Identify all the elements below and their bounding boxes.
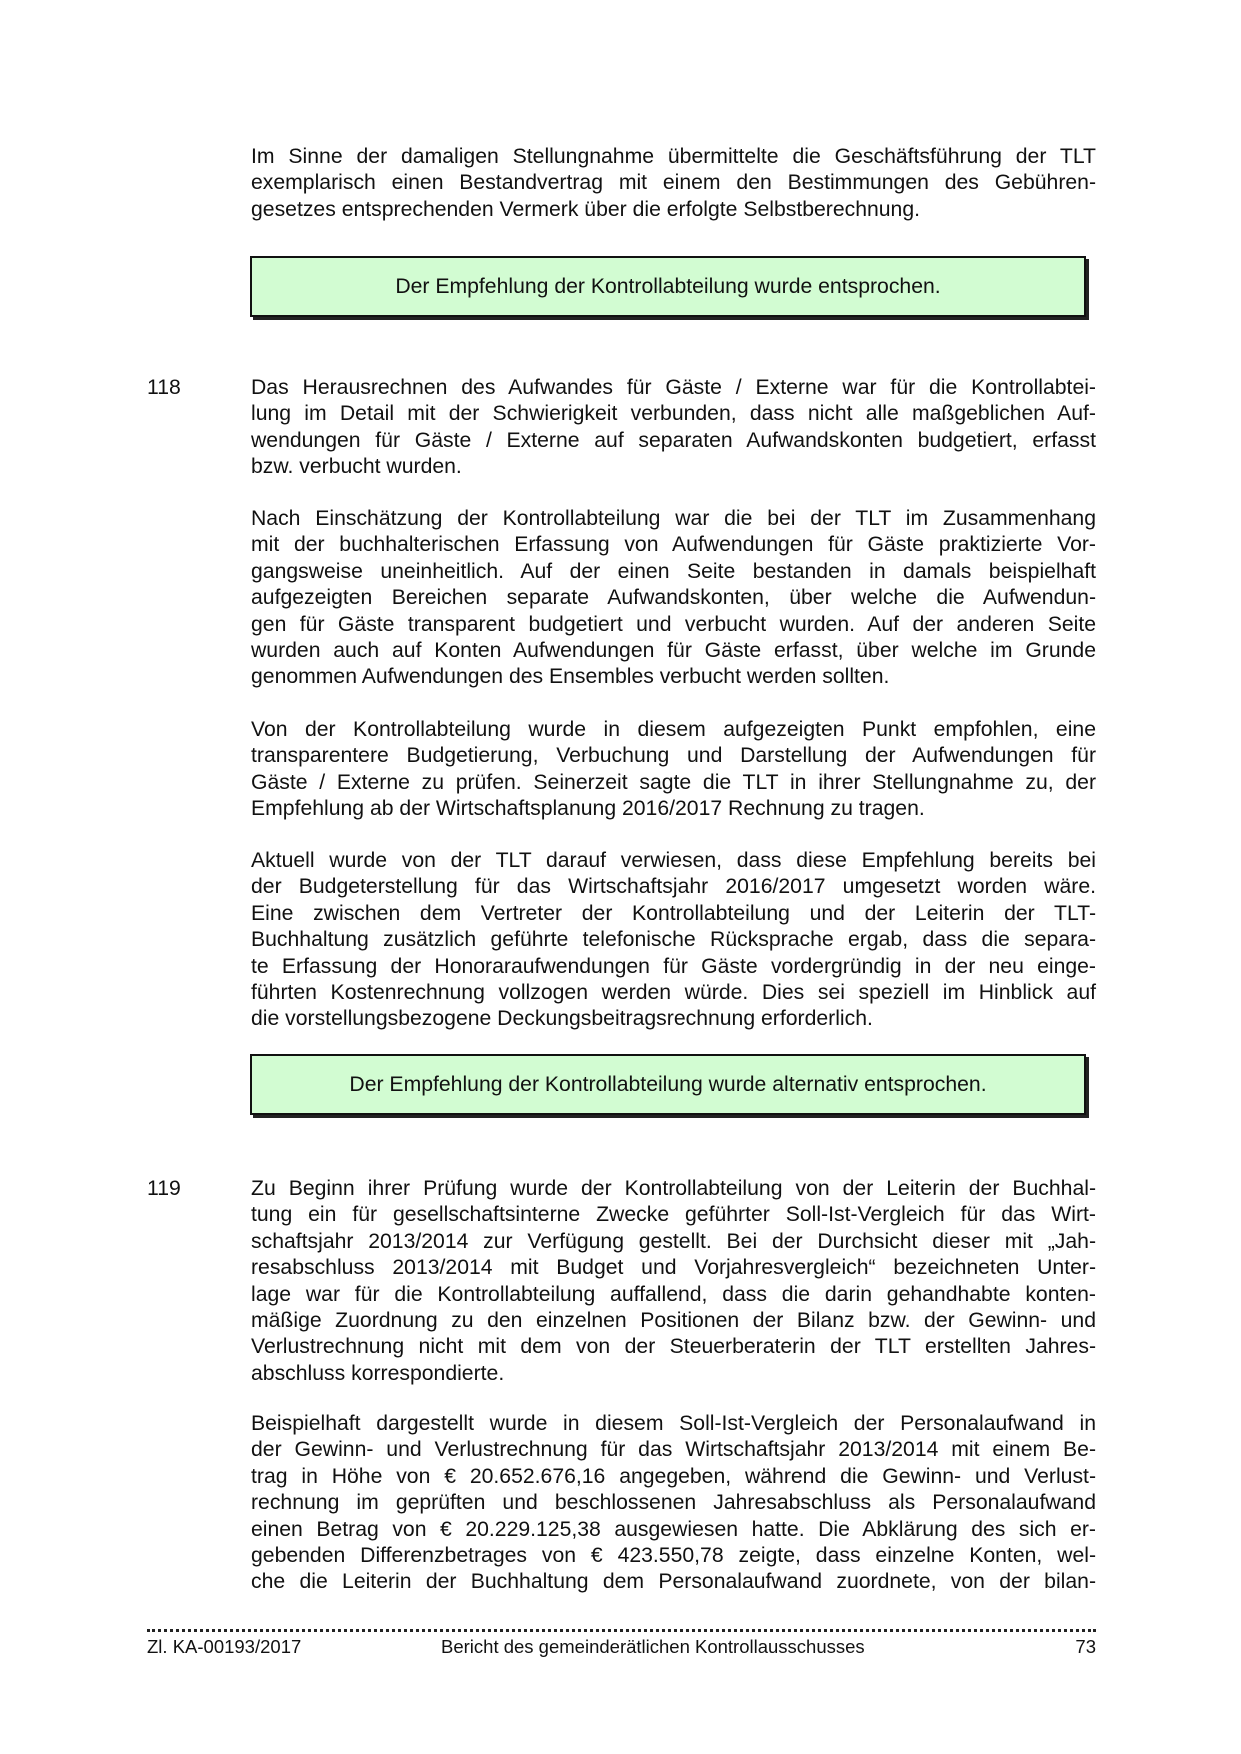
text-line: gebenden Differenzbetrages von € 423.550,78 zeigte, dass einzelne Konten, wel-: [251, 1544, 1096, 1568]
text-line: gen für Gäste transparent budgetiert und verbucht wurden. Auf der anderen Seite: [251, 612, 1096, 636]
text-line: einen Betrag von € 20.229.125,38 ausgewiesen hatte. Die Abklärung des sich er-: [251, 1517, 1096, 1541]
paragraph-119-1: [251, 1176, 1096, 1387]
text-line: die vorstellungsbezogene Deckungsbeitragsrechnung erforderlich.: [251, 1007, 873, 1031]
paragraph-118-2: [251, 506, 1096, 691]
text-line: der Budgeterstellung für das Wirtschaftsjahr 2016/2017 umgesetzt worden wäre.: [251, 875, 1096, 899]
text-line: gangsweise uneinheitlich. Auf der einen Seite bestanden in damals beispielhaft: [251, 559, 1096, 583]
text-line: transparentere Budgetierung, Verbuchung und Darstellung der Aufwendungen für: [251, 744, 1096, 768]
paragraph-118-3: [251, 717, 1096, 823]
text-line: Nach Einschätzung der Kontrollabteilung war die bei der TLT im Zusammenhang: [251, 507, 1096, 530]
text-line: lung im Detail mit der Schwierigkeit verbunden, dass nicht alle maßgeblichen Auf-: [251, 402, 1096, 426]
text-line: abschluss korrespondierte.: [251, 1361, 505, 1385]
paragraph-intro: [251, 144, 1096, 223]
text-line: lage war für die Kontrollabteilung auffallend, dass die darin gehandhabte konten-: [251, 1282, 1096, 1306]
finding-status-text: Der Empfehlung der Kontrollabteilung wurde alternativ entsprochen.: [349, 1072, 987, 1096]
text-line: Eine zwischen dem Vertreter der Kontrollabteilung und der Leiterin der TLT-: [251, 901, 1096, 925]
text-line: wurden auch auf Konten Aufwendungen für Gäste erfasst, über welche im Grunde: [251, 639, 1096, 663]
text-line: schaftsjahr 2013/2014 zur Verfügung gestellt. Bei der Durchsicht dieser mit „Jah-: [251, 1229, 1096, 1253]
footer-page-number: 73: [1075, 1636, 1096, 1657]
finding-status-text: Der Empfehlung der Kontrollabteilung wurde entsprochen.: [395, 274, 941, 298]
text-line: gesetzes entsprechenden Vermerk über die erfolgte Selbstberechnung.: [251, 197, 921, 221]
text-line: Zu Beginn ihrer Prüfung wurde der Kontrollabteilung von der Leiterin der Buchhal-: [251, 1177, 1096, 1200]
text-line: Empfehlung ab der Wirtschaftsplanung 2016/2017 Rechnung zu tragen.: [251, 797, 925, 821]
footer-report-title: Bericht des gemeinderätlichen Kontrollausschusses: [441, 1636, 865, 1657]
text-line: trag in Höhe von € 20.652.676,16 angegeben, während die Gewinn- und Verlust-: [251, 1464, 1096, 1488]
finding-status-box-alternative: [250, 1054, 1086, 1115]
text-line: resabschluss 2013/2014 mit Budget und Vorjahresvergleich“ bezeichneten Unter-: [251, 1256, 1096, 1280]
footer-dotted-rule: [147, 1629, 1096, 1632]
text-line: wendungen für Gäste / Externe auf separaten Aufwandskonten budgetiert, erfasst: [251, 428, 1096, 452]
finding-status-box: [250, 256, 1086, 317]
text-line: Das Herausrechnen des Aufwandes für Gäste / Externe war für die Kontrollabtei-: [251, 376, 1096, 399]
paragraph-119-2: [251, 1411, 1096, 1596]
section-number-119: 119: [147, 1177, 181, 1200]
text-line: Im Sinne der damaligen Stellungnahme übermittelte die Geschäftsführung der TLT: [251, 145, 1096, 168]
text-line: genommen Aufwendungen des Ensembles verbucht werden sollten.: [251, 665, 890, 689]
text-line: Aktuell wurde von der TLT darauf verwiesen, dass diese Empfehlung bereits bei: [251, 849, 1096, 872]
paragraph-118-4: [251, 848, 1096, 1033]
text-line: bzw. verbucht wurden.: [251, 455, 462, 479]
text-line: führten Kostenrechnung vollzogen werden würde. Dies sei speziell im Hinblick auf: [251, 981, 1096, 1005]
text-line: aufgezeigten Bereichen separate Aufwandskonten, über welche die Aufwendun-: [251, 586, 1096, 610]
text-line: che die Leiterin der Buchhaltung dem Personalaufwand zuordnete, von der bilan-: [251, 1570, 1096, 1594]
text-line: exemplarisch einen Bestandvertrag mit einem den Bestimmungen des Gebühren-: [251, 171, 1096, 195]
text-line: Gäste / Externe zu prüfen. Seinerzeit sagte die TLT in ihrer Stellungnahme zu, der: [251, 770, 1096, 794]
text-line: mit der buchhalterischen Erfassung von Aufwendungen für Gäste praktizierte Vor-: [251, 533, 1096, 557]
text-line: te Erfassung der Honoraraufwendungen für Gäste vordergründig in der neu einge-: [251, 954, 1096, 978]
text-line: Beispielhaft dargestellt wurde in diesem Soll-Ist-Vergleich der Personalaufwand in: [251, 1412, 1096, 1435]
text-line: Verlustrechnung nicht mit dem von der Steuerberaterin der TLT erstellten Jahres-: [251, 1335, 1096, 1359]
text-line: Buchhaltung zusätzlich geführte telefonische Rücksprache ergab, dass die separa-: [251, 928, 1096, 952]
section-number-118: 118: [147, 376, 181, 399]
text-line: tung ein für gesellschaftsinterne Zwecke geführter Soll-Ist-Vergleich für das Wirt-: [251, 1203, 1096, 1227]
paragraph-118-1: [251, 375, 1096, 481]
text-line: der Gewinn- und Verlustrechnung für das Wirtschaftsjahr 2013/2014 mit einem Be-: [251, 1438, 1096, 1462]
text-line: Von der Kontrollabteilung wurde in diesem aufgezeigten Punkt empfohlen, eine: [251, 718, 1096, 741]
text-line: rechnung im geprüften und beschlossenen Jahresabschluss als Personalaufwand: [251, 1491, 1096, 1515]
text-line: mäßige Zuordnung zu den einzelnen Positionen der Bilanz bzw. der Gewinn- und: [251, 1309, 1096, 1333]
footer-reference: Zl. KA-00193/2017: [147, 1636, 302, 1657]
